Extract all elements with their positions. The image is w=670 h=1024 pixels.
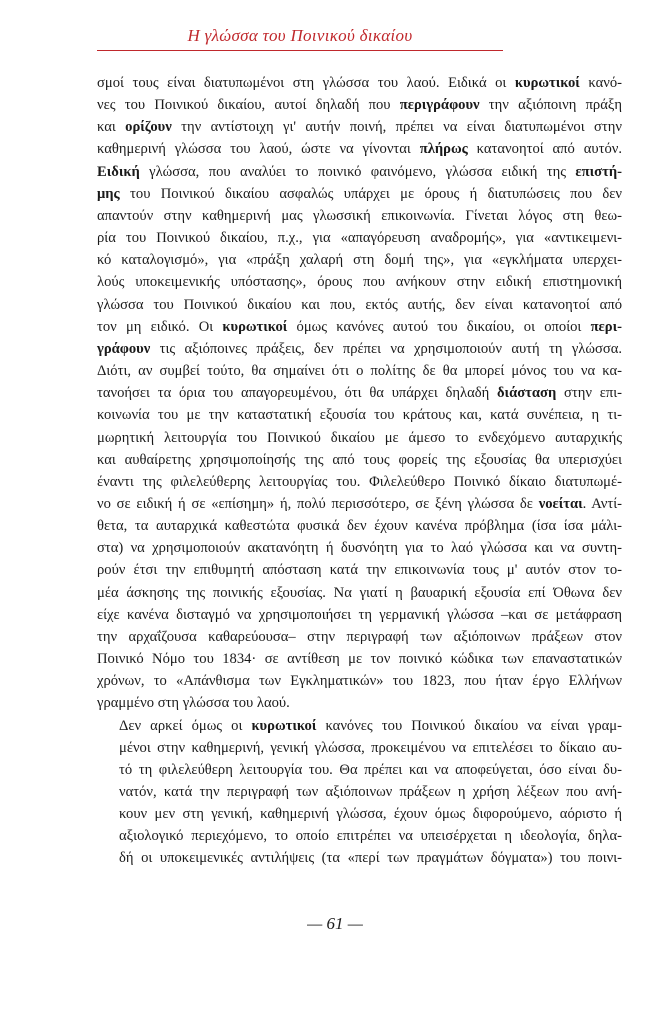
text-line: ρούν έτσι την επιθυμητή απόσταση κατά την επικοινωνία τους μ' αυτόν στον το- — [97, 562, 622, 579]
bold-term: νοείται — [538, 495, 583, 512]
text-line: γράφουν τις αξιόποινες πράξεις, δεν πρέπει να χρησιμοποιούν αυτή τη γλώσσα. — [97, 340, 622, 357]
body-text — [97, 72, 622, 870]
paragraph-1 — [97, 72, 622, 715]
text-line: μέα άσκησης της ποινικής εξουσίας. Να γιατί η βαυαρική εξουσία επί Όθωνα δεν — [97, 584, 622, 601]
text-line: τό τη φιλελεύθερη λειτουργία του. Θα πρέπει και να αποφεύγεται, όσο είναι δυ- — [119, 761, 622, 778]
text-line: τανοήσει τα όρια του απαγορευμένου, ότι θα υπάρχει δηλαδή διάσταση στην επι- — [97, 385, 622, 402]
text-line: γραμμένο στη γλώσσα του λαού. — [97, 695, 290, 712]
bold-term: πλήρως — [419, 141, 468, 158]
bold-term: κυρωτικοί — [514, 75, 580, 91]
text-line: νο σε ειδική ή σε «επίσημη» ή, πολύ περισσότερο, σε ξένη γλώσσα δε νοείται. Αντί- — [97, 495, 622, 512]
text-line: δή οι υποκειμενικές αντιλήψεις (τα «περί των πραγμάτων δόγματα») του ποινι- — [119, 850, 622, 867]
text-line: στα) να χρησιμοποιούν ακατανόητη ή δυσνόητη για το λαό γλώσσα και να συντη- — [97, 540, 622, 557]
text-line: είχε κανένα δισταγμό να χρησιμοποιήσει τη γερμανική γλώσσα –και σε μετάφραση — [97, 606, 622, 623]
bold-term: ορίζουν — [125, 119, 172, 136]
text-line: γλώσσα του Ποινικού δικαίου και που, εκτός αυτής, δεν είναι κατανοητοί από — [97, 296, 622, 313]
text-line: καθημερινή γλώσσα του λαού, ώστε να γίνονται πλήρως κατανοητοί από αυτόν. — [97, 141, 622, 158]
bold-term: κυρωτικοί — [251, 717, 317, 734]
paragraph-2 — [97, 715, 622, 870]
text-line: λούς υποκειμενικής υπόστασης», όρους που ανήκουν στην ειδική επιστημονική — [97, 274, 622, 291]
bold-term: κυρωτικοί — [222, 318, 288, 335]
text-line: νατόν, κατά την περιγραφή των αξιόποινων πράξεων η χρήση λέξεων που ανή- — [119, 784, 622, 800]
text-line: χρόνων, το «Απάνθισμα των Εγκληματικών» του 1823, που ήταν έργο Ελλήνων — [97, 673, 622, 690]
text-line: θετα, τα αυταρχικά καθεστώτα φυσικά δεν έχουν κανένα πρόβλημα (ίσα ίσα μάλι- — [97, 518, 622, 535]
bold-term: μης — [97, 185, 120, 202]
text-line: την αρχαΐζουσα καθαρεύουσα– στην περιγραφή των αξιόποινων πράξεων στον — [97, 628, 622, 645]
bold-term: Ειδική — [97, 163, 140, 180]
text-line: μένοι στην καθημερινή, γενική γλώσσα, προκειμένου να επιτελέσει το δίκαιο αυ- — [119, 739, 622, 756]
bold-term: επιστή- — [575, 163, 622, 180]
text-line: μης του Ποινικού δικαίου ασφαλώς υπάρχει με όρους ή διατυπώσεις που δεν — [97, 185, 622, 202]
bold-term: διάσταση — [496, 385, 557, 402]
text-line: Ποινικό Νόμο του 1834· σε αντίθεση με τον ποινικό κώδικα των επαναστατικών — [97, 651, 622, 668]
running-header: Η γλώσσα του Ποινικού δικαίου — [187, 26, 413, 45]
text-line: σμοί τους είναι διατυπωμένοι στη γλώσσα του λαού. Ειδικά οι κυρωτικοί κανό- — [97, 75, 622, 91]
text-line: μωρητική λειτουργία του Ποινικού δικαίου με άμεσο το ενδεχόμενο αυταρχικής — [97, 429, 622, 446]
text-line: και αυθαίρετης χρησιμοποίησής της από τους φορείς της εξουσίας θα υπερισχύει — [97, 451, 622, 468]
bold-term: περιγράφουν — [399, 97, 480, 114]
page-number: — 61 — — [307, 914, 363, 933]
text-line: αξιολογικό περιεχόμενο, το οποίο επιτρέπει να υπεισέρχεται η ιδεολογία, δηλα- — [119, 828, 622, 845]
text-line: απαντούν στην καθημερινή μας γλωσσική επικοινωνία. Γίνεται λόγος στη θεω- — [97, 207, 622, 224]
text-line: έναντι της φιλελεύθερης λειτουργίας του. Φιλελεύθερο Ποινικό δίκαιο διατυπωμέ- — [97, 473, 622, 490]
text-line: κοινωνία του με την καταστατική εξουσία του κράτους και, κατά συνέπεια, η τι- — [97, 407, 622, 424]
bold-term: γράφουν — [97, 340, 151, 357]
text-line: Δεν αρκεί όμως οι κυρωτικοί κανόνες του Ποινικού δικαίου να είναι γραμ- — [119, 717, 622, 734]
text-line: κό καταλογισμό», για «πράξη χαλαρή στη δομή της», για «εγκλήματα υπερχει- — [97, 252, 622, 269]
text-line: και ορίζουν την αντίστοιχη γι' αυτήν ποινή, πρέπει να είναι διατυπωμένοι στην — [97, 119, 622, 136]
text-line: νες του Ποινικού δικαίου, αυτοί δηλαδή που περιγράφουν την αξιόποινη πράξη — [97, 97, 622, 114]
text-line: τον μη ειδικό. Οι κυρωτικοί όμως κανόνες αυτού του δικαίου, οι οποίοι περι- — [97, 318, 622, 335]
text-line: Ειδική γλώσσα, που αναλύει το ποινικό φαινόμενο, γλώσσα ειδική της επιστή- — [97, 163, 622, 180]
text-line: κουν μεν στη γενική, καθημερινή γλώσσα, έχουν όμως διφορούμενο, αόριστο ή — [119, 806, 622, 823]
text-line: ρία του Ποινικού δικαίου, π.χ., για «απαγόρευση αναδρομής», για «αντικειμενι- — [97, 230, 622, 247]
bold-term: περι- — [590, 318, 622, 335]
header-rule — [97, 50, 503, 51]
text-line: Διότι, αν συμβεί τούτο, θα σημαίνει ότι ο πολίτης δε θα μπορεί μόνος του να κα- — [97, 363, 622, 380]
